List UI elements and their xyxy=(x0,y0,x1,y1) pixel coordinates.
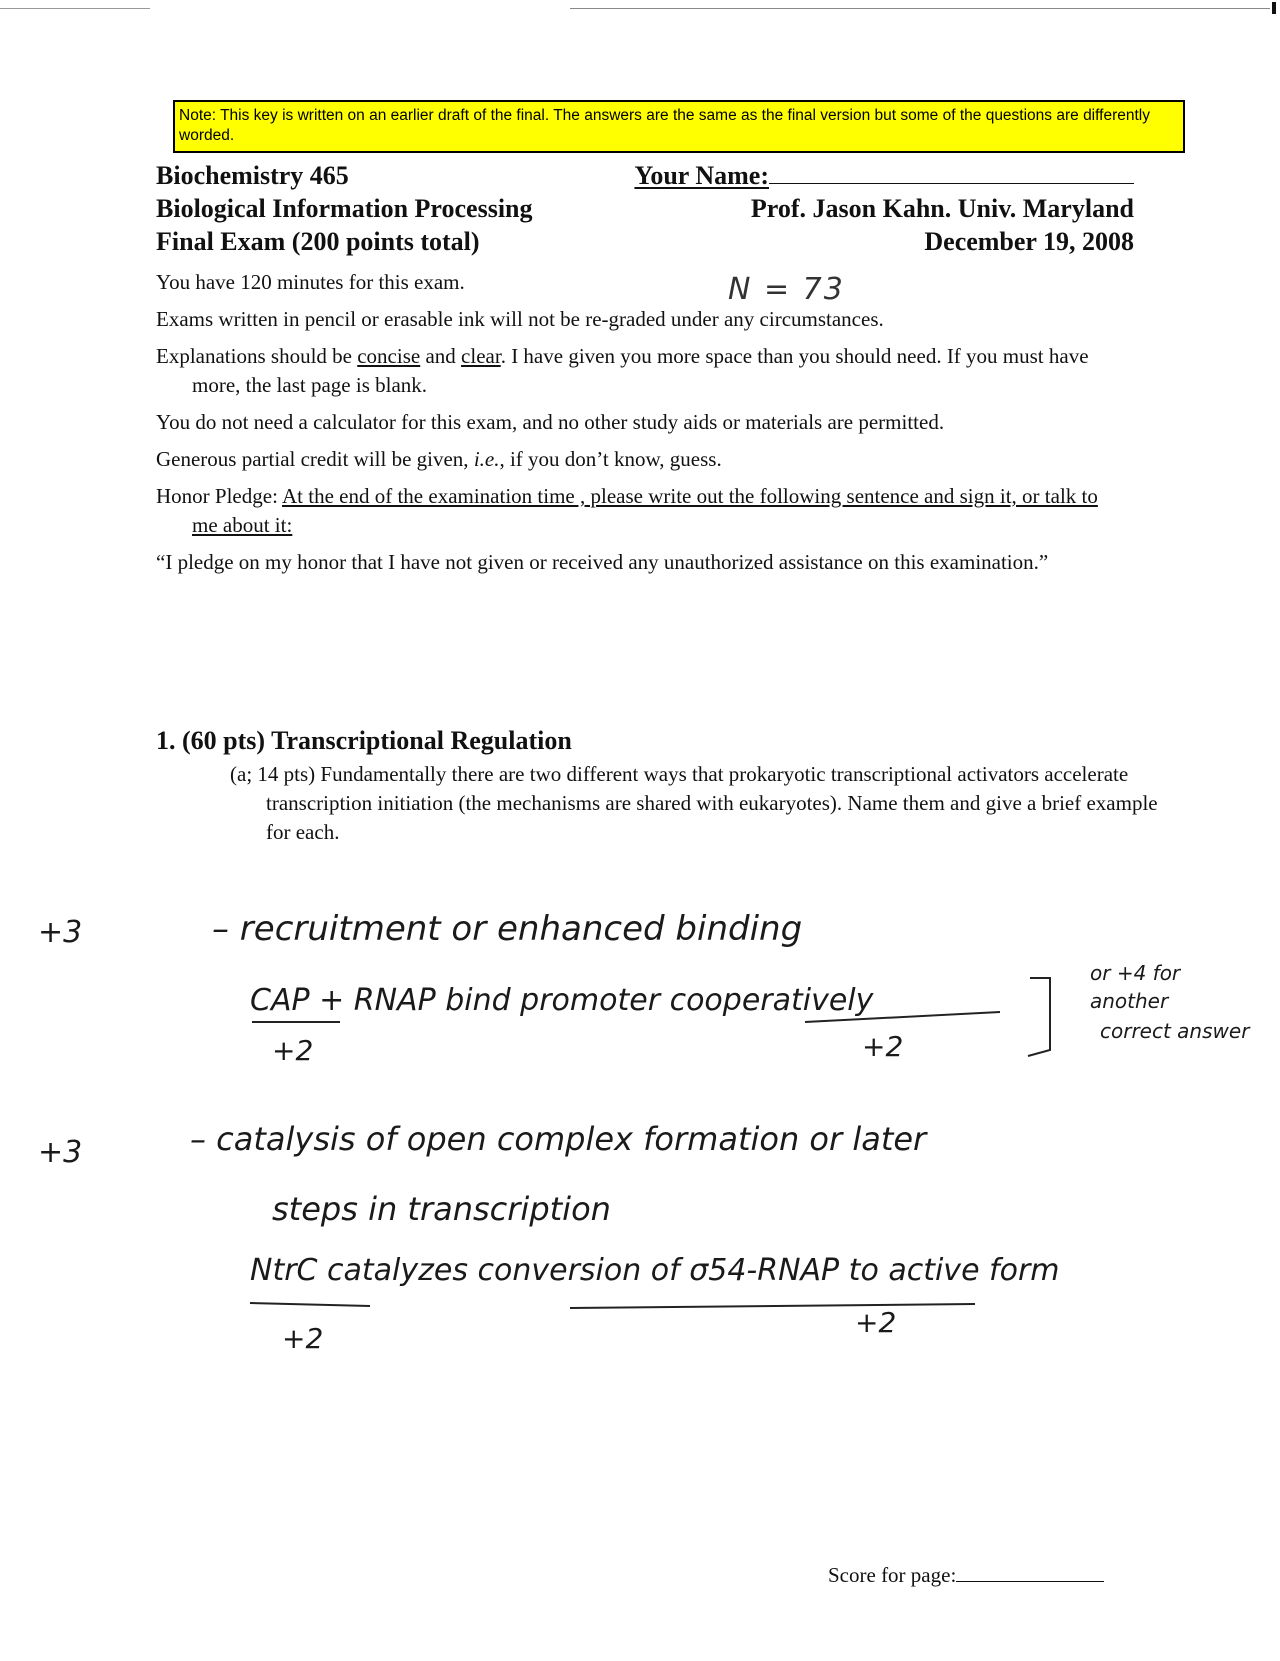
exam-date: December 19, 2008 xyxy=(924,227,1134,256)
professor-name: Prof. Jason Kahn. Univ. Maryland xyxy=(750,194,1134,223)
question-1 xyxy=(156,725,1158,847)
course-title: Biochemistry 465 xyxy=(156,161,349,190)
answer-points-3: +3 xyxy=(38,1135,83,1170)
question-1a: (a; 14 pts) Fundamentally there are two different ways that prokaryotic transcriptional activators accelerate transcription initiation (the mechanisms are shared with eukaryotes). Name them and give a brief example for each. xyxy=(230,762,1158,844)
answer-line-5: NtrC catalyzes conversion of σ54-RNAP to active form xyxy=(250,1253,1060,1288)
instruction-honor-pledge: Honor Pledge: At the end of the examination time , please write out the following sentence and sign it, or talk to me about it: xyxy=(156,484,1098,537)
course-subtitle: Biological Information Processing xyxy=(156,194,533,223)
underline-conversion xyxy=(570,1304,975,1308)
score-label: Score for page: xyxy=(828,1563,957,1587)
exam-title: Final Exam (200 points total) xyxy=(156,227,480,256)
instruction-partial-credit: Generous partial credit will be given, i.e., if you don’t know, guess. xyxy=(156,447,722,471)
handwritten-answer xyxy=(0,860,1280,1380)
answer-note-1: or +4 for xyxy=(1090,961,1181,985)
answer-sub-ntrc: +2 xyxy=(282,1322,324,1355)
professor-header xyxy=(634,160,1134,259)
bracket xyxy=(1028,978,1050,1056)
answer-sub-cap: +2 xyxy=(272,1034,314,1067)
instruction-pencil: Exams written in pencil or erasable ink will not be re-graded under any circumstances. xyxy=(156,307,884,331)
scan-edge xyxy=(0,8,1280,10)
answer-sub-cooperatively: +2 xyxy=(862,1030,904,1063)
course-header xyxy=(156,160,533,259)
answer-note-3: correct answer xyxy=(1100,1019,1250,1043)
answer-note-2: another xyxy=(1090,989,1169,1013)
question-1-title: 1. (60 pts) Transcriptional Regulation xyxy=(156,726,572,755)
instruction-explanations: Explanations should be concise and clear. I have given you more space than you should need. If you must have more, the last page is blank. xyxy=(156,344,1089,397)
pledge-text: “I pledge on my honor that I have not given or received any unauthorized assistance on this examination.” xyxy=(156,550,1049,574)
answer-points-1: +3 xyxy=(38,915,83,950)
instructions xyxy=(156,268,1126,585)
answer-line-1: – recruitment or enhanced binding xyxy=(212,909,803,949)
instruction-calculator: You do not need a calculator for this exam, and no other study aids or materials are permitted. xyxy=(156,410,945,434)
answer-line-3: – catalysis of open complex formation or later xyxy=(190,1120,927,1158)
answer-line-4: steps in transcription xyxy=(272,1190,611,1228)
answer-line-2: CAP + RNAP bind promoter cooperatively xyxy=(250,983,874,1018)
your-name-row xyxy=(634,160,1134,193)
scan-line-left xyxy=(0,8,150,9)
scan-line-right xyxy=(570,8,1270,9)
score-field[interactable] xyxy=(956,1563,1104,1582)
key-note-box: Note: This key is written on an earlier draft of the final. The answers are the same as the final version but some of the questions are differently worded. xyxy=(173,100,1185,153)
instruction-time: You have 120 minutes for this exam. xyxy=(156,270,465,294)
your-name-field[interactable] xyxy=(769,161,1134,184)
answer-sub-conversion: +2 xyxy=(855,1306,897,1339)
scan-mark xyxy=(1272,2,1276,14)
underline-ntrc xyxy=(250,1303,370,1306)
handwritten-count: N = 73 xyxy=(728,272,845,307)
page-score xyxy=(828,1563,1104,1588)
your-name-label: Your Name: xyxy=(634,161,769,190)
